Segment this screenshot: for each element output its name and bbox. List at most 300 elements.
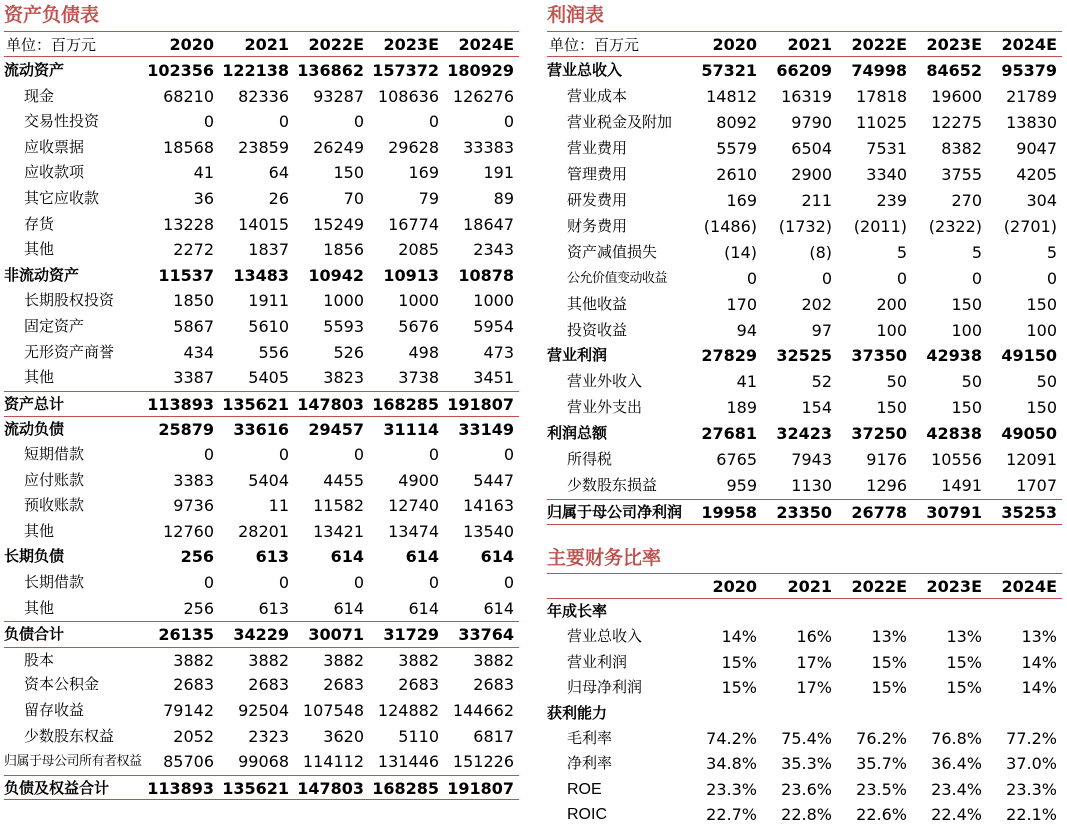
cell-2024e: 49050 xyxy=(1001,424,1057,444)
row-label: 负债合计 xyxy=(4,625,65,644)
cell-2021: 16319 xyxy=(781,86,832,106)
ratios-header xyxy=(547,573,1062,599)
cell-2023e: 5110 xyxy=(398,726,439,746)
cell-2020: 6765 xyxy=(716,450,757,470)
cell-2024e: 126276 xyxy=(452,86,514,106)
row-label: 财务费用 xyxy=(567,216,628,235)
cell-2023e: 169 xyxy=(408,163,439,183)
cell-2020: 8092 xyxy=(716,112,757,132)
cell-2020: 9736 xyxy=(173,496,214,516)
row-label: 毛利率 xyxy=(567,729,613,747)
cell-2023e: 5676 xyxy=(398,317,439,336)
cell-2020: (14) xyxy=(724,242,757,262)
cell-2020: 256 xyxy=(183,598,214,618)
row-label: 固定资产 xyxy=(24,317,85,335)
cell-2023e: 12275 xyxy=(931,112,982,132)
row-label: 长期负债 xyxy=(4,547,65,566)
cell-2021: 202 xyxy=(801,294,832,314)
cell-2022e: 526 xyxy=(333,342,364,362)
cell-2022e: 5 xyxy=(896,242,907,262)
row-label: 营业费用 xyxy=(567,138,628,157)
cell-2021: 17% xyxy=(796,678,832,698)
balance-sheet-unit: 单位：百万元 xyxy=(6,35,97,54)
year-header-2023e: 2023E xyxy=(926,34,982,54)
cell-2021: 1911 xyxy=(248,291,289,311)
cell-2022e: 76.2% xyxy=(856,729,907,748)
cell-2020: 102356 xyxy=(147,61,214,80)
cell-2023e: 1000 xyxy=(398,291,439,311)
row-label: 其他 xyxy=(24,368,55,387)
cell-2021: 2900 xyxy=(791,164,832,184)
table-row xyxy=(4,672,519,698)
cell-2022e: 30071 xyxy=(308,625,364,645)
row-label: 现金 xyxy=(24,86,55,105)
cell-2021: 0 xyxy=(821,268,832,288)
cell-2024e: 5954 xyxy=(473,317,514,336)
table-row xyxy=(4,135,519,161)
row-label: 研发费用 xyxy=(567,190,628,209)
cell-2021: 6504 xyxy=(791,138,832,158)
cell-2022e: 0 xyxy=(353,112,364,132)
year-header-2020: 2020 xyxy=(169,34,214,54)
cell-2021: 52 xyxy=(811,372,832,392)
cell-2022e: 1856 xyxy=(323,240,364,260)
table-row xyxy=(547,395,1062,421)
cell-2022e: 9176 xyxy=(866,450,907,470)
table-row xyxy=(547,292,1062,318)
row-label: 投资收益 xyxy=(567,320,628,339)
cell-2023e: 2085 xyxy=(398,240,439,260)
cell-2023e: 168285 xyxy=(372,394,439,414)
cell-2024e: 22.1% xyxy=(1006,805,1057,825)
table-row xyxy=(4,698,519,724)
cell-2021: (8) xyxy=(809,242,832,262)
cell-2022e: 0 xyxy=(353,573,364,592)
row-label: 留存收益 xyxy=(24,701,85,719)
table-row xyxy=(547,110,1062,136)
cell-2023e: 12740 xyxy=(388,496,439,516)
row-label: 其他 xyxy=(24,598,55,617)
cell-2023e: 100 xyxy=(951,320,982,340)
cell-2020: 2610 xyxy=(716,164,757,184)
cell-2022e: 5593 xyxy=(323,317,364,336)
cell-2022e: 1296 xyxy=(866,476,907,496)
row-label: 资产减值损失 xyxy=(567,242,658,261)
table-row xyxy=(4,340,519,366)
cell-2024e: 100 xyxy=(1026,320,1057,340)
row-label: 其它应收款 xyxy=(24,189,100,207)
row-label: 应收款项 xyxy=(24,163,85,182)
cell-2022e: 3882 xyxy=(323,650,364,670)
cell-2021: 7943 xyxy=(791,450,832,470)
cell-2020: 79142 xyxy=(163,701,214,720)
cell-2022e: 147803 xyxy=(297,394,364,414)
cell-2024e: 150 xyxy=(1026,398,1057,418)
cell-2020: 5579 xyxy=(716,138,757,158)
table-row xyxy=(4,724,519,750)
cell-2020: 13228 xyxy=(163,214,214,234)
cell-2021: 66209 xyxy=(776,61,832,80)
cell-2022e: 13% xyxy=(871,627,907,647)
row-label: 非流动资产 xyxy=(4,265,80,284)
row-label: 营业税金及附加 xyxy=(567,112,673,131)
cell-2024e: 180929 xyxy=(447,61,514,80)
cell-2021: 0 xyxy=(278,573,289,592)
row-label: 营业总收入 xyxy=(567,627,643,646)
row-label: 年成长率 xyxy=(547,602,608,620)
cell-2023e: 79 xyxy=(418,189,439,208)
cell-2023e: 36.4% xyxy=(931,754,982,774)
ratios-panel xyxy=(547,545,1062,833)
cell-2020: 74.2% xyxy=(706,729,757,748)
cell-2024e: 14% xyxy=(1021,678,1057,698)
cell-2020: 2272 xyxy=(173,240,214,260)
cell-2024e: 5447 xyxy=(473,470,514,490)
year-header-2021: 2021 xyxy=(787,576,832,596)
table-row xyxy=(4,468,519,494)
cell-2022e: 50 xyxy=(886,372,907,392)
cell-2024e: 2683 xyxy=(473,675,514,695)
cell-2020: 94 xyxy=(736,320,757,340)
cell-2020: 113893 xyxy=(147,394,214,414)
cell-2023e: 3755 xyxy=(941,164,982,184)
row-label: 预收账款 xyxy=(24,496,85,515)
cell-2022e: 3620 xyxy=(323,726,364,746)
balance-sheet-title: 资产负债表 xyxy=(4,4,100,26)
cell-2022e: 15% xyxy=(871,678,907,698)
cell-2020: 15% xyxy=(721,678,757,698)
cell-2020: 1850 xyxy=(173,291,214,311)
cell-2020: 41 xyxy=(193,163,214,183)
cell-2022e: 1000 xyxy=(323,291,364,311)
cell-2022e: 10942 xyxy=(308,265,364,285)
cell-2021: (1732) xyxy=(778,216,832,236)
cell-2020: 15% xyxy=(721,652,757,672)
cell-2024e: 37.0% xyxy=(1006,754,1057,774)
cell-2024e: 33149 xyxy=(458,420,514,440)
year-header-2021: 2021 xyxy=(787,34,832,54)
row-label: 流动负债 xyxy=(4,420,65,439)
cell-2022e: 15% xyxy=(871,652,907,672)
row-label: 资本公积金 xyxy=(24,675,100,694)
cell-2023e: 29628 xyxy=(388,137,439,157)
cell-2024e: 13830 xyxy=(1006,112,1057,132)
cell-2020: 0 xyxy=(203,445,214,464)
cell-2021: 35.3% xyxy=(781,754,832,774)
cell-2024e: 614 xyxy=(480,547,514,567)
cell-2020: 256 xyxy=(180,547,214,567)
cell-2023e: 0 xyxy=(428,573,439,592)
cell-2021: 11 xyxy=(268,496,289,516)
cell-2022e: 0 xyxy=(896,268,907,288)
cell-2020: 27829 xyxy=(701,346,757,366)
table-row xyxy=(4,544,519,570)
cell-2023e: 168285 xyxy=(372,778,439,798)
row-label: 其他 xyxy=(24,521,55,540)
cell-2021: 5610 xyxy=(248,317,289,336)
cell-2023e: 157372 xyxy=(372,61,439,80)
cell-2024e: 191807 xyxy=(447,778,514,798)
row-label: ROE xyxy=(567,780,602,798)
cell-2021: 23859 xyxy=(238,137,289,157)
income-statement-unit: 单位：百万元 xyxy=(549,35,640,54)
cell-2022e: 23.5% xyxy=(856,779,907,799)
cell-2020: 22.7% xyxy=(706,805,757,825)
cell-2023e: 76.8% xyxy=(931,729,982,748)
table-row xyxy=(4,775,519,801)
cell-2020: 0 xyxy=(203,573,214,592)
table-row xyxy=(547,751,1062,776)
cell-2022e: 136862 xyxy=(297,61,364,80)
cell-2022e: 100 xyxy=(876,320,907,340)
cell-2020: 41 xyxy=(736,372,757,392)
cell-2022e: 614 xyxy=(330,547,364,567)
cell-2023e: 8382 xyxy=(941,138,982,158)
cell-2020: 113893 xyxy=(147,778,214,798)
cell-2024e: 12091 xyxy=(1006,450,1057,470)
cell-2021: 16% xyxy=(796,627,832,647)
cell-2024e: 0 xyxy=(503,112,514,132)
cell-2023e: 5 xyxy=(971,242,982,262)
cell-2020: 3383 xyxy=(173,470,214,490)
cell-2024e: 77.2% xyxy=(1006,729,1057,748)
cell-2021: 3882 xyxy=(248,650,289,670)
cell-2021: 1130 xyxy=(791,476,832,496)
cell-2020: 14812 xyxy=(706,86,757,106)
cell-2023e: 10913 xyxy=(383,265,439,285)
cell-2021: 17% xyxy=(796,652,832,672)
cell-2020: 0 xyxy=(746,268,757,288)
cell-2020: (1486) xyxy=(703,216,757,236)
table-row xyxy=(4,186,519,212)
row-label: 其他 xyxy=(24,240,55,259)
table-row xyxy=(547,369,1062,395)
cell-2022e: 239 xyxy=(876,190,907,210)
cell-2024e: 9047 xyxy=(1016,138,1057,158)
cell-2023e: 4900 xyxy=(398,470,439,490)
cell-2020: 0 xyxy=(203,112,214,132)
balance-sheet-header xyxy=(4,31,519,57)
row-label: 应付账款 xyxy=(24,470,85,489)
cell-2021: 154 xyxy=(801,398,832,418)
cell-2024e: 33383 xyxy=(463,137,514,157)
cell-2021: 1837 xyxy=(248,240,289,260)
table-row xyxy=(4,365,519,391)
cell-2023e: 23.4% xyxy=(931,779,982,799)
row-label: 营业利润 xyxy=(547,346,608,365)
year-header-2024e: 2024E xyxy=(458,34,514,54)
row-label: 股本 xyxy=(24,650,55,669)
cell-2024e: 2343 xyxy=(473,240,514,260)
cell-2022e: 11582 xyxy=(313,496,364,516)
cell-2022e: 29457 xyxy=(308,420,364,440)
cell-2021: 135621 xyxy=(222,778,289,798)
cell-2020: 3882 xyxy=(173,650,214,670)
cell-2023e: 3738 xyxy=(398,368,439,388)
cell-2021: 122138 xyxy=(222,61,289,80)
cell-2023e: 31729 xyxy=(383,625,439,645)
table-row xyxy=(4,391,519,417)
cell-2023e: 150 xyxy=(951,294,982,314)
cell-2022e: 150 xyxy=(333,163,364,183)
cell-2022e: 0 xyxy=(353,445,364,464)
income-statement-panel xyxy=(547,2,1062,522)
table-row xyxy=(4,237,519,263)
cell-2022e: 107548 xyxy=(302,701,364,720)
cell-2024e: 21789 xyxy=(1006,86,1057,106)
cell-2021: 99068 xyxy=(238,752,289,772)
cell-2020: 170 xyxy=(726,294,757,314)
cell-2021: 26 xyxy=(268,189,289,208)
row-label: 长期借款 xyxy=(24,573,85,591)
table-row xyxy=(547,701,1062,726)
cell-2024e: 23.3% xyxy=(1006,779,1057,799)
year-header-2022e: 2022E xyxy=(851,34,907,54)
ratios-title: 主要财务比率 xyxy=(547,547,662,569)
cell-2021: 92504 xyxy=(238,701,289,720)
cell-2024e: 0 xyxy=(503,573,514,592)
table-row xyxy=(547,58,1062,84)
cell-2021: 556 xyxy=(258,342,289,362)
cell-2024e: 14163 xyxy=(463,496,514,516)
row-label: 所得税 xyxy=(567,450,613,469)
cell-2021: 64 xyxy=(268,163,289,183)
cell-2022e: 2683 xyxy=(323,675,364,695)
cell-2020: 169 xyxy=(726,190,757,210)
row-label: 长期股权投资 xyxy=(24,291,115,310)
cell-2024e: 473 xyxy=(483,342,514,362)
cell-2023e: 22.4% xyxy=(931,805,982,825)
row-label: 营业成本 xyxy=(567,86,628,105)
row-label: 获利能力 xyxy=(547,703,608,722)
table-row xyxy=(547,84,1062,110)
cell-2023e: 3882 xyxy=(398,650,439,670)
cell-2023e: 498 xyxy=(408,342,439,362)
cell-2024e: 35253 xyxy=(1001,503,1057,523)
cell-2024e: 3451 xyxy=(473,368,514,388)
cell-2023e: 108636 xyxy=(377,86,439,106)
cell-2021: 5404 xyxy=(248,470,289,490)
cell-2023e: 30791 xyxy=(926,503,982,523)
cell-2024e: 304 xyxy=(1026,190,1057,210)
cell-2024e: 144662 xyxy=(452,701,514,720)
cell-2024e: 89 xyxy=(493,189,514,208)
cell-2023e: 13474 xyxy=(388,521,439,541)
cell-2020: 85706 xyxy=(163,752,214,772)
row-label: 净利率 xyxy=(567,754,613,773)
cell-2024e: 14% xyxy=(1021,652,1057,672)
cell-2021: 97 xyxy=(811,320,832,340)
row-label: 无形资产商誉 xyxy=(24,342,115,361)
balance-sheet-panel xyxy=(4,2,519,832)
cell-2022e: 26249 xyxy=(313,137,364,157)
row-label: 管理费用 xyxy=(567,164,628,183)
cell-2020: 12760 xyxy=(163,521,214,541)
row-label: 负债及权益合计 xyxy=(4,778,110,797)
row-label: 营业总收入 xyxy=(547,61,623,79)
cell-2020: 25879 xyxy=(158,420,214,440)
cell-2021: 28201 xyxy=(238,521,289,541)
table-row xyxy=(4,749,519,775)
cell-2020: 19958 xyxy=(701,503,757,523)
cell-2020: 434 xyxy=(183,342,214,362)
cell-2020: 14% xyxy=(721,627,757,647)
row-label: 流动资产 xyxy=(4,61,65,79)
row-label: 营业外收入 xyxy=(567,372,643,391)
cell-2021: 75.4% xyxy=(781,729,832,748)
cell-2020: 5867 xyxy=(173,317,214,336)
cell-2023e: 31114 xyxy=(383,420,439,440)
cell-2024e: 49150 xyxy=(1001,346,1057,366)
cell-2022e: 3823 xyxy=(323,368,364,388)
table-row xyxy=(547,266,1062,292)
table-row xyxy=(547,473,1062,499)
cell-2024e: 614 xyxy=(483,598,514,618)
cell-2024e: 150 xyxy=(1026,294,1057,314)
row-label: 应收票据 xyxy=(24,137,85,156)
row-label: 少数股东损益 xyxy=(567,476,658,495)
cell-2024e: 18647 xyxy=(463,214,514,234)
cell-2021: 14015 xyxy=(238,214,289,234)
year-header-2024e: 2024E xyxy=(1001,576,1057,596)
year-header-2024e: 2024E xyxy=(1001,34,1057,54)
cell-2023e: 10556 xyxy=(931,450,982,470)
cell-2021: 5405 xyxy=(248,368,289,388)
cell-2021: 22.8% xyxy=(781,805,832,825)
cell-2022e: 11025 xyxy=(856,112,907,132)
table-row xyxy=(547,650,1062,675)
table-row xyxy=(4,416,519,442)
cell-2020: 36 xyxy=(193,189,214,208)
cell-2024e: 1000 xyxy=(473,291,514,311)
cell-2020: 68210 xyxy=(163,86,214,106)
row-label: 少数股东权益 xyxy=(24,726,115,745)
row-label: 归母净利润 xyxy=(567,678,643,697)
cell-2021: 34229 xyxy=(233,625,289,645)
cell-2022e: 200 xyxy=(876,294,907,314)
cell-2021: 135621 xyxy=(222,394,289,414)
cell-2023e: 0 xyxy=(428,112,439,132)
cell-2021: 2683 xyxy=(248,675,289,695)
table-row xyxy=(547,675,1062,700)
cell-2024e: 191807 xyxy=(447,394,514,414)
cell-2022e: 74998 xyxy=(851,61,907,80)
cell-2021: 0 xyxy=(278,112,289,132)
cell-2021: 13483 xyxy=(233,265,289,285)
cell-2020: 11537 xyxy=(158,265,214,285)
cell-2023e: 15% xyxy=(946,678,982,698)
table-row xyxy=(4,570,519,596)
cell-2024e: 5 xyxy=(1046,242,1057,262)
row-label: 公允价值变动收益 xyxy=(567,270,668,286)
cell-2023e: 614 xyxy=(408,598,439,618)
cell-2024e: 0 xyxy=(1046,268,1057,288)
table-row xyxy=(547,499,1062,525)
cell-2024e: 0 xyxy=(503,445,514,464)
cell-2022e: 37350 xyxy=(851,346,907,366)
cell-2022e: 614 xyxy=(333,598,364,618)
cell-2023e: 614 xyxy=(405,547,439,567)
cell-2021: 0 xyxy=(278,445,289,464)
cell-2023e: 16774 xyxy=(388,214,439,234)
year-header-2023e: 2023E xyxy=(383,34,439,54)
cell-2024e: 6817 xyxy=(473,726,514,746)
row-label: 营业利润 xyxy=(567,652,628,671)
cell-2023e: 2683 xyxy=(398,675,439,695)
cell-2021: 32525 xyxy=(776,346,832,366)
year-header-2023e: 2023E xyxy=(926,576,982,596)
cell-2021: 33616 xyxy=(233,420,289,440)
